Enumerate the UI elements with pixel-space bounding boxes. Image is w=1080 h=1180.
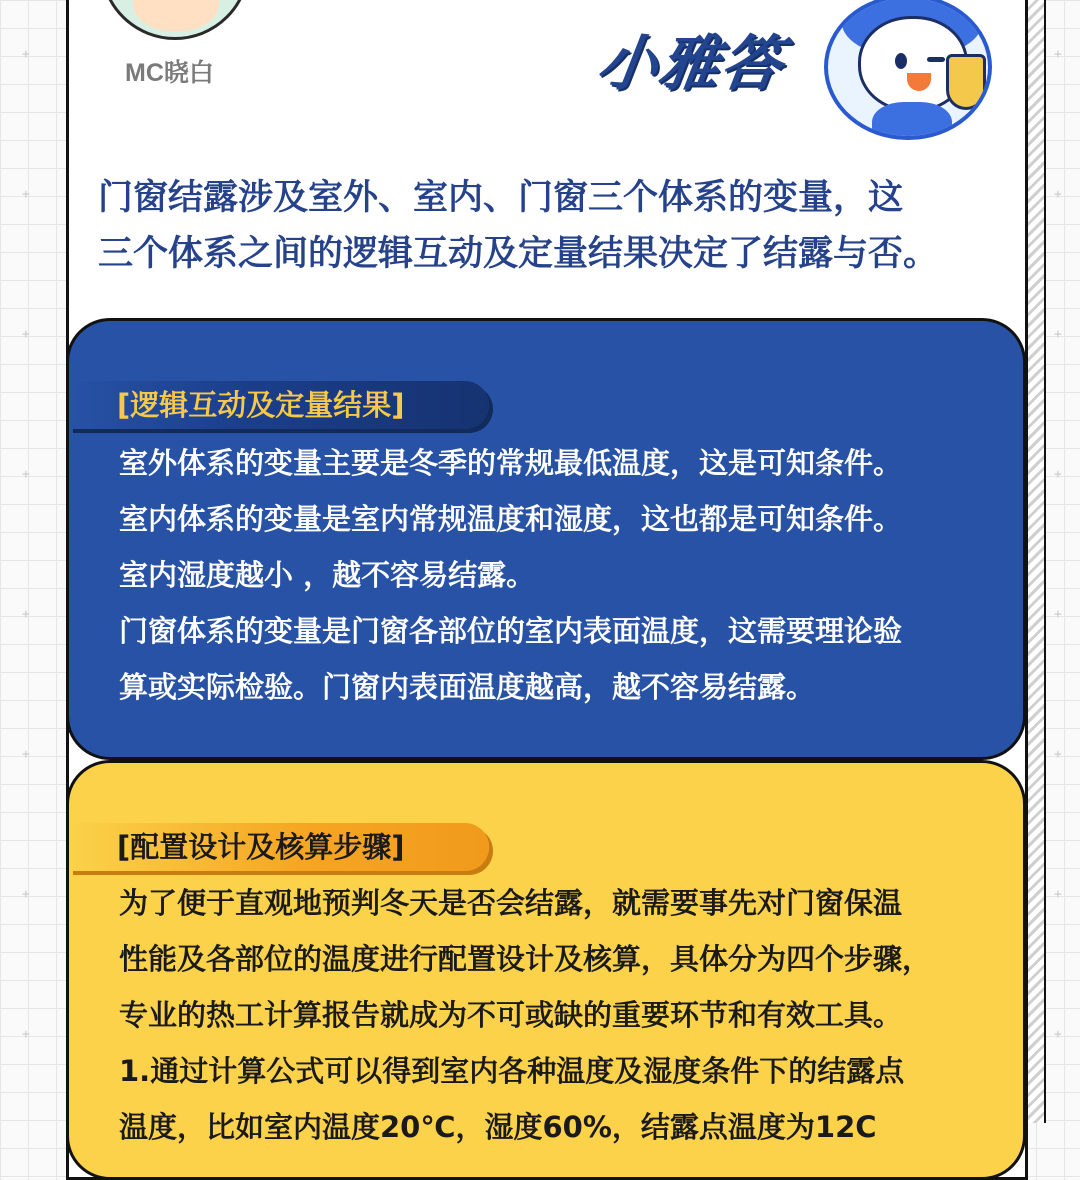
intro-line: 三个体系之间的逻辑互动及定量结果决定了结露与否。 bbox=[98, 234, 939, 274]
panda-mascot-icon bbox=[824, 0, 992, 140]
steps-section-panel bbox=[66, 760, 1026, 1180]
logic-section-panel bbox=[66, 318, 1026, 760]
steps-section-body bbox=[119, 875, 999, 1155]
steps-section-tag: [配置设计及核算步骤] bbox=[69, 823, 489, 871]
mascot-mouth bbox=[907, 73, 931, 91]
mascot-eye-right-wink bbox=[927, 57, 945, 62]
logic-line: 算或实际检验。门窗内表面温度越高，越不容易结露。 bbox=[119, 670, 816, 704]
logic-line: 门窗体系的变量是门窗各部位的室内表面温度，这需要理论验 bbox=[119, 614, 903, 648]
mascot-eye-left bbox=[895, 53, 907, 69]
avatar-face bbox=[133, 0, 219, 31]
logic-section-body bbox=[119, 435, 999, 715]
steps-line: 温度，比如室内温度20℃，湿度60%，结露点温度为12C bbox=[119, 1110, 877, 1144]
brand-title: 小雅答 bbox=[592, 29, 789, 99]
steps-line: 1.通过计算公式可以得到室内各种温度及湿度条件下的结露点 bbox=[119, 1054, 905, 1088]
mascot-body bbox=[872, 102, 952, 140]
logic-line: 室外体系的变量主要是冬季的常规最低温度，这是可知条件。 bbox=[119, 446, 903, 480]
mascot-shield-icon bbox=[946, 54, 986, 110]
logic-line: 室内体系的变量是室内常规温度和湿度，这也都是可知条件。 bbox=[119, 502, 903, 536]
steps-line: 性能及各部位的温度进行配置设计及核算，具体分为四个步骤， bbox=[119, 942, 932, 976]
logic-section-tag: [逻辑互动及定量结果] bbox=[69, 381, 489, 429]
steps-line: 专业的热工计算报告就成为不可或缺的重要环节和有效工具。 bbox=[119, 998, 903, 1032]
decorative-striped-edge bbox=[1026, 0, 1046, 1123]
intro-line: 门窗结露涉及室外、室内、门窗三个体系的变量，这 bbox=[98, 178, 904, 218]
intro-paragraph bbox=[98, 170, 1018, 282]
author-name: MC晓白 bbox=[125, 59, 214, 87]
logic-line: 室内湿度越小 ，越不容易结露。 bbox=[119, 558, 536, 592]
steps-line: 为了便于直观地预判冬天是否会结露，就需要事先对门窗保温 bbox=[119, 886, 903, 920]
